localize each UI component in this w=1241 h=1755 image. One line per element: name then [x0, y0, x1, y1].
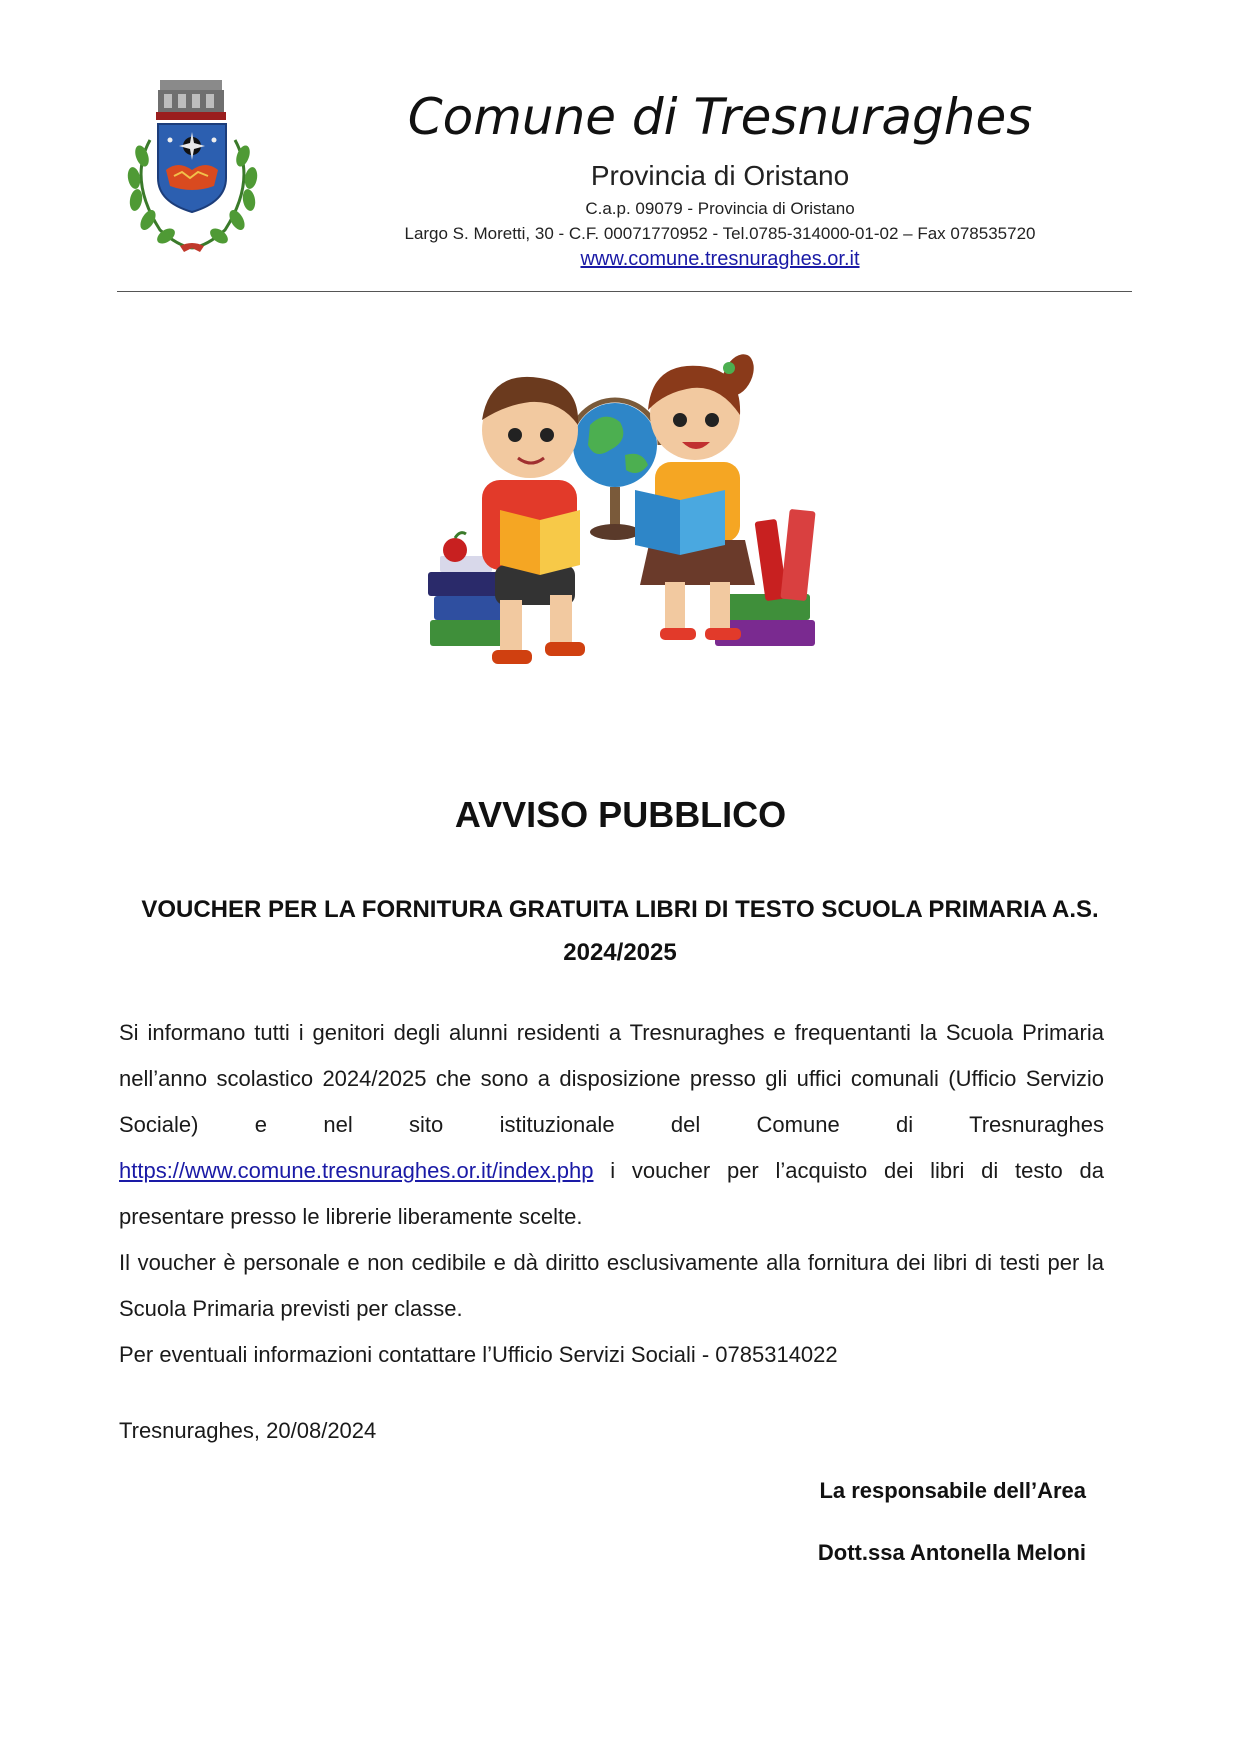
website-link[interactable]: www.comune.tresnuraghes.or.it — [580, 248, 860, 270]
header-divider — [117, 291, 1132, 292]
paragraph-2: Il voucher è personale e non cedibile e dà diritto esclusivamente alla fornitura dei libri di testi per la Scuola Primaria previsti per classe. — [119, 1250, 1104, 1321]
paragraph-1-continuation: i voucher per l’acquisto dei libri di testo da presentare presso le librerie liberamente scelte. — [119, 1158, 1104, 1229]
notice-body — [119, 1010, 1104, 1378]
notice-subtitle: VOUCHER PER LA FORNITURA GRATUITA LIBRI DI TESTO SCUOLA PRIMARIA A.S. 2024/2025 — [141, 896, 1099, 966]
notice-date: Tresnuraghes, 20/08/2024 — [119, 1418, 377, 1443]
signature-name: Dott.ssa Antonella Meloni — [817, 1540, 1086, 1565]
paragraph-3: Per eventuali informazioni contattare l’Ufficio Servizi Sociali - 0785314022 — [119, 1342, 838, 1367]
coat-of-arms-icon — [120, 80, 265, 255]
institutional-site-link[interactable]: https://www.comune.tresnuraghes.or.it/index.php — [119, 1158, 594, 1183]
municipality-title: Comune di Tresnuraghes — [407, 88, 1033, 146]
paragraph-1 — [119, 1010, 1104, 1240]
paragraph-1-text: Si informano tutti i genitori degli alunni residenti a Tresnuraghes e frequentanti la Scuola Primaria nell’anno scolastico 2024/2025 che sono a disposizione presso gli uffici comunali (Ufficio Servizio Sociale) e nel sito istituzionale del Comune di Tresnuraghes — [119, 1020, 1104, 1137]
children-reading-illustration — [420, 350, 820, 685]
address-line: Largo S. Moretti, 30 - C.F. 00071770952 - Tel.0785-314000-01-02 – Fax 078535720 — [404, 224, 1036, 243]
postal-code-line: C.a.p. 09079 - Provincia di Oristano — [585, 199, 855, 218]
notice-heading: AVVISO PUBBLICO — [454, 794, 787, 835]
signature-role: La responsabile dell’Area — [819, 1478, 1086, 1503]
province-name: Provincia di Oristano — [590, 160, 850, 191]
